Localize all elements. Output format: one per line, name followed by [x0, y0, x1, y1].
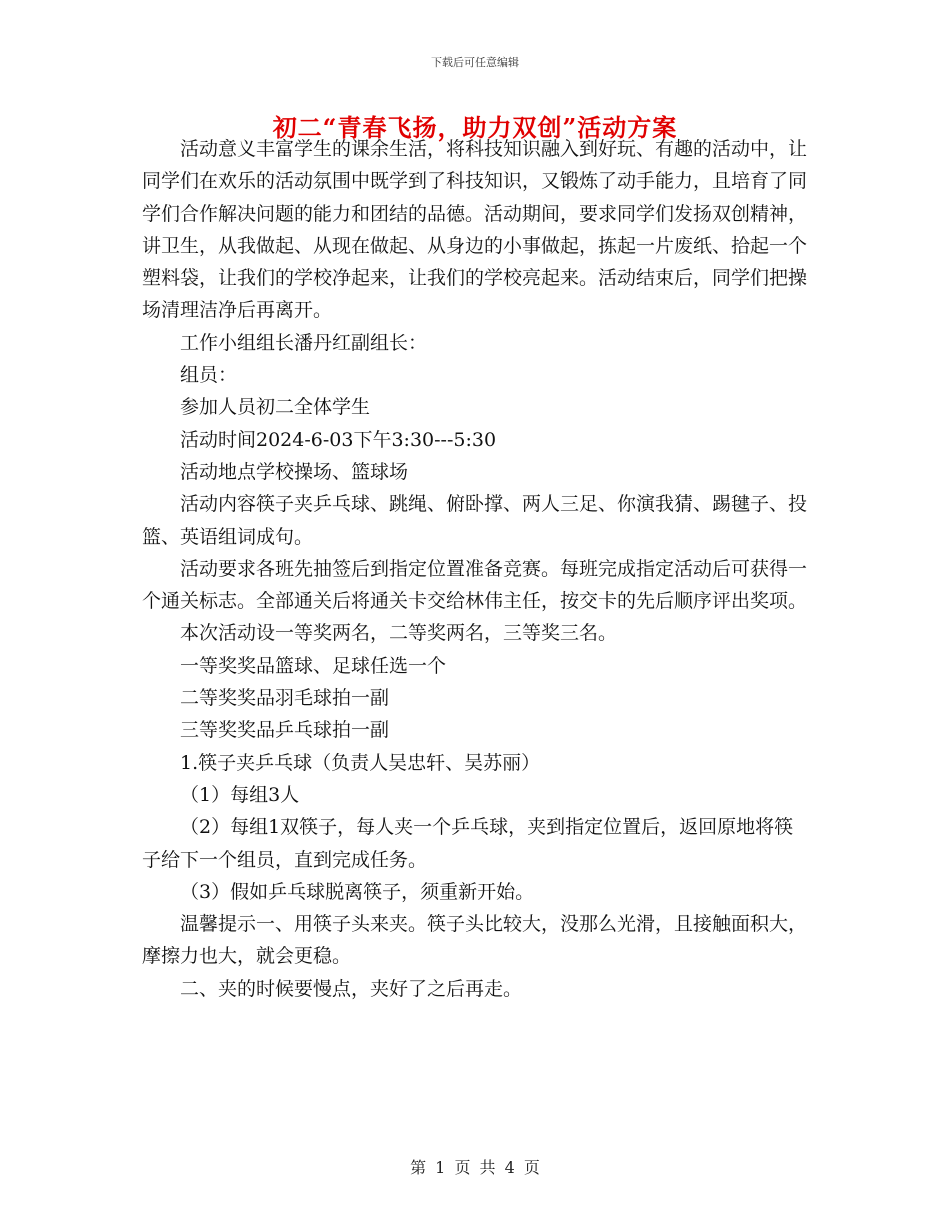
paragraph-third-prize: 三等奖奖品乒乓球拍一副 [180, 719, 390, 742]
paragraph-rule-2: （2）每组1双筷子，每人夹一个乒乓球，夹到指定位置后，返回原地将筷子给下一个组员，直到完成任务。 [142, 816, 794, 871]
paragraph-members: 组员： [180, 364, 238, 387]
document-title: 初二“青春飞扬，助力双创”活动方案 [272, 113, 678, 142]
paragraph-rule-1: （1）每组3人 [180, 783, 300, 806]
page-header-note: 下载后可任意编辑 [431, 56, 519, 69]
paragraph-purpose: 活动意义丰富学生的课余生活，将科技知识融入到好玩、有趣的活动中，让同学们在欢乐的活动氛围中既学到了科技知识，又锻炼了动手能力，且培育了同学们合作解决问题的能力和团结的品德。活动期间，要求同学们发扬双创精神，讲卫生，从我做起、从现在做起、从身边的小事做起，拣起一片废纸、拾起一个塑料袋，让我们的学校净起来，让我们的学校亮起来。活动结束后，同学们把操场清理洁净后再离开。 [142, 138, 808, 322]
paragraph-content: 活动内容筷子夹乒乓球、跳绳、俯卧撑、两人三足、你演我猜、踢毽子、投篮、英语组词成句。 [142, 493, 808, 548]
paragraph-time: 活动时间2024-6-03下午3:30---5:30 [180, 428, 497, 451]
paragraph-tip-2: 二、夹的时候要慢点，夹好了之后再走。 [180, 977, 523, 1000]
paragraph-requirements: 活动要求各班先抽签后到指定位置准备竞赛。每班完成指定活动后可获得一个通关标志。全部通关后将通关卡交给林伟主任，按交卡的先后顺序评出奖项。 [142, 557, 808, 613]
paragraph-location: 活动地点学校操场、篮球场 [180, 460, 409, 483]
page-footer-number: 第 1 页 共 4 页 [410, 1158, 540, 1177]
paragraph-second-prize: 二等奖奖品羽毛球拍一副 [180, 687, 390, 710]
paragraph-awards: 本次活动设一等奖两名，二等奖两名，三等奖三名。 [180, 622, 618, 645]
paragraph-tip-1: 温馨提示一、用筷子头来夹。筷子头比较大，没那么光滑，且接触面积大，摩擦力也大，就会更稳。 [142, 913, 808, 968]
document-body [142, 133, 812, 1005]
paragraph-first-prize: 一等奖奖品篮球、足球任选一个 [180, 654, 447, 677]
paragraph-event-1: 1.筷子夹乒乓球（负责人吴忠轩、吴苏丽） [180, 751, 541, 774]
paragraph-rule-3: （3）假如乒乓球脱离筷子，须重新开始。 [180, 880, 535, 903]
paragraph-participants: 参加人员初二全体学生 [180, 396, 371, 419]
paragraph-work-group: 工作小组组长潘丹红副组长： [180, 331, 428, 354]
